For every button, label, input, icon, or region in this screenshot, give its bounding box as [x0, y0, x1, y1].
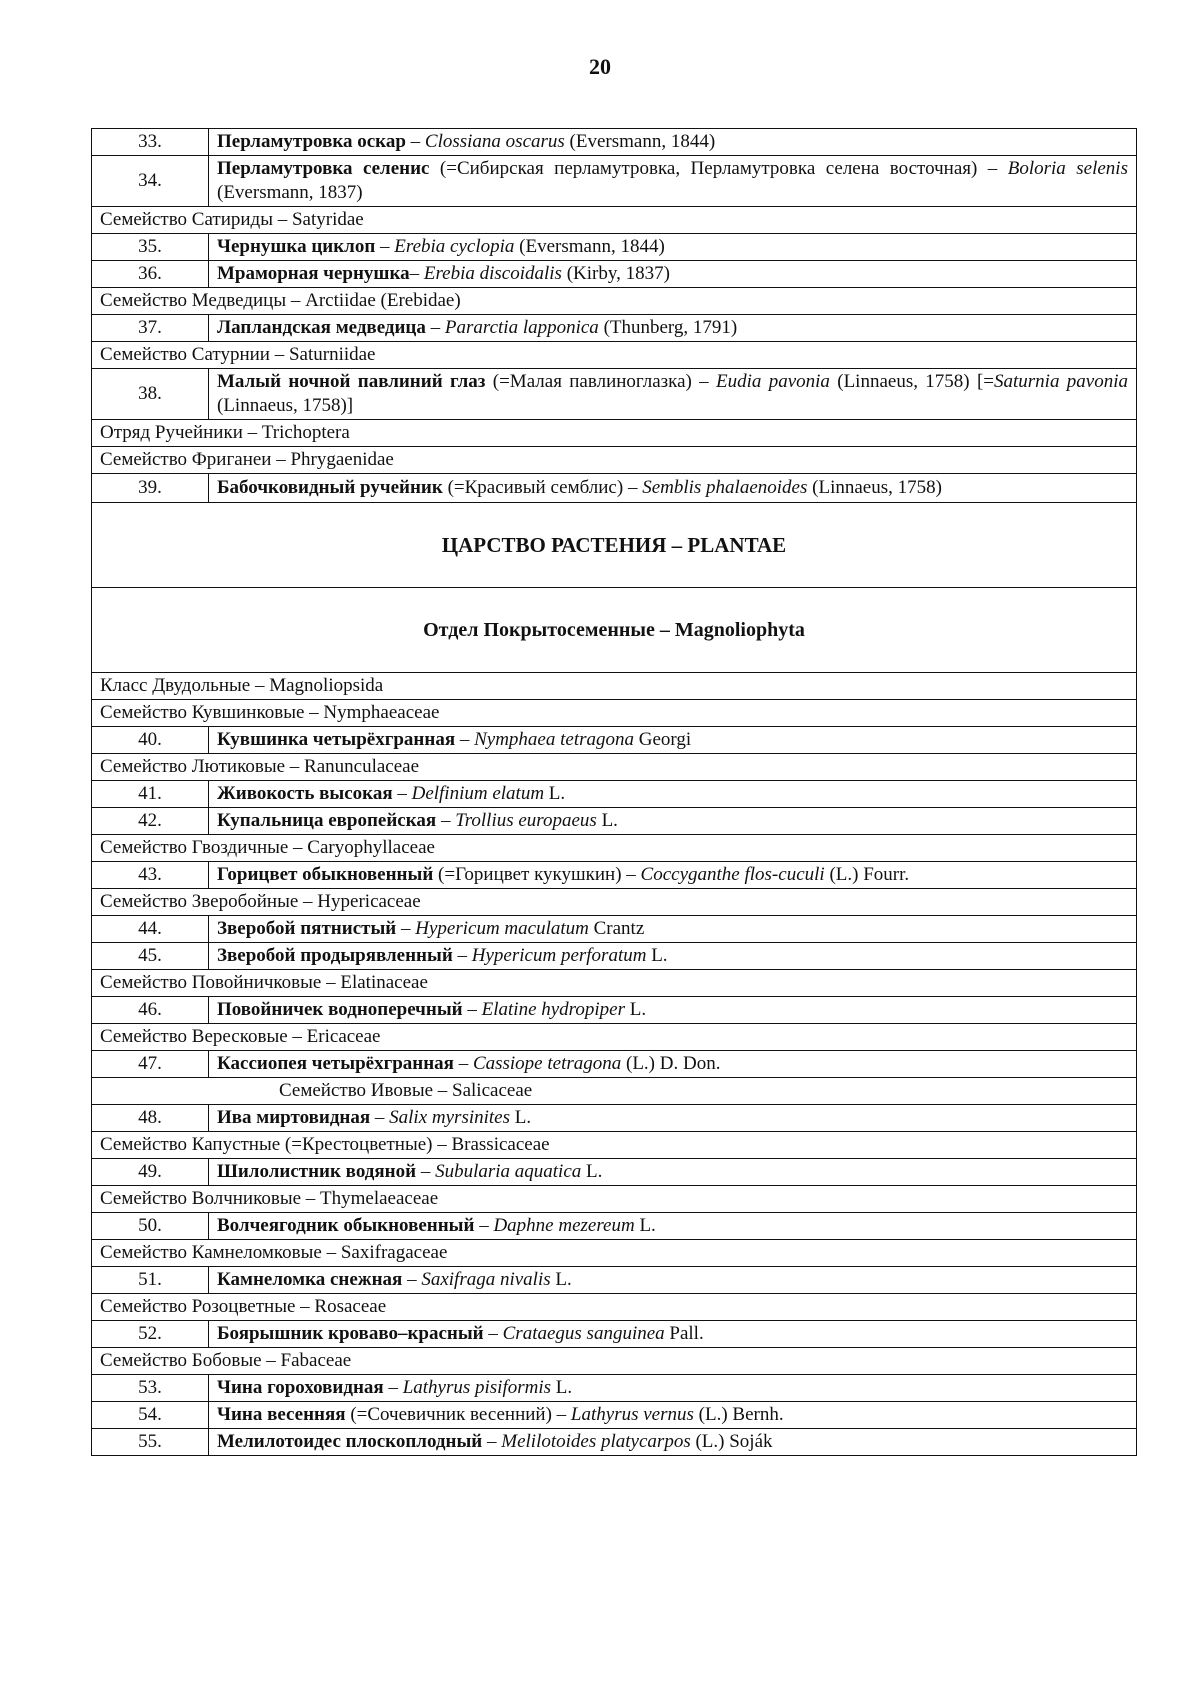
species-russian-name: Горицвет обыкновенный [217, 864, 434, 885]
species-latin-name: Erebia discoidalis [423, 263, 562, 284]
taxon-group-label: Семейство Камнеломковые – Saxifragaceae [92, 1240, 1137, 1267]
species-row [92, 261, 1137, 288]
species-entry [209, 1375, 1137, 1402]
species-number: 38. [92, 369, 209, 420]
species-number: 41. [92, 781, 209, 808]
species-row [92, 1159, 1137, 1186]
species-number: 43. [92, 862, 209, 889]
species-number: 40. [92, 727, 209, 754]
name-separator: – [392, 783, 412, 804]
taxon-group-row [92, 700, 1137, 727]
name-separator: – [405, 131, 425, 152]
taxon-group-row [92, 1024, 1137, 1051]
name-separator: – [691, 371, 716, 392]
species-russian-name: Живокость высокая [217, 783, 393, 804]
species-latin-name: Pararctia lapponica [444, 317, 599, 338]
species-row [92, 1105, 1137, 1132]
species-row [92, 1375, 1137, 1402]
name-separator: – [482, 1431, 502, 1452]
species-russian-name: Чернушка циклоп [217, 236, 376, 257]
species-russian-name: Малый ночной павлиний глаз [217, 371, 486, 392]
species-entry [209, 129, 1137, 156]
species-latin-name: Salix myrsinites [389, 1107, 511, 1128]
taxon-group-row [92, 207, 1137, 234]
species-number: 52. [92, 1321, 209, 1348]
species-russian-name: Купальница европейская [217, 810, 437, 831]
species-entry [209, 943, 1137, 970]
species-latin-name: Elatine hydropiper [481, 999, 625, 1020]
species-number: 44. [92, 916, 209, 943]
species-russian-name: Перламутровка оскар [217, 131, 406, 152]
taxon-group-label: Семейство Лютиковые – Ranunculaceae [92, 754, 1137, 781]
species-author: L. [646, 945, 668, 966]
species-row [92, 234, 1137, 261]
species-latin-name: Eudia pavonia [716, 371, 830, 392]
name-separator: – [375, 236, 395, 257]
species-number: 55. [92, 1429, 209, 1456]
species-russian-name: Мелилотоидес плоскоплодный [217, 1431, 483, 1452]
taxon-group-label: Семейство Кувшинковые – Nymphaeaceae [92, 700, 1137, 727]
species-latin-name: Lathyrus vernus [570, 1404, 694, 1425]
species-russian-name: Повойничек водноперечный [217, 999, 463, 1020]
species-entry [209, 156, 1137, 207]
species-author: L. [551, 1377, 573, 1398]
taxon-group-row [92, 673, 1137, 700]
species-russian-name: Чина гороховидная [217, 1377, 384, 1398]
taxon-group-row [92, 1078, 1137, 1105]
species-author: Pall. [664, 1323, 704, 1344]
taxon-group-row [92, 754, 1137, 781]
species-author: (L.) Bernh. [693, 1404, 784, 1425]
taxon-group-row [92, 420, 1137, 447]
name-separator: – [453, 1053, 473, 1074]
name-separator: – [452, 945, 472, 966]
species-russian-name: Кассиопея четырёхгранная [217, 1053, 454, 1074]
species-latin-name: Nymphaea tetragona [474, 729, 634, 750]
taxon-group-label: Семейство Волчниковые – Thymelaeaceae [92, 1186, 1137, 1213]
taxon-group-label: Семейство Сатириды – Satyridae [92, 207, 1137, 234]
taxon-group-row [92, 288, 1137, 315]
species-row [92, 1321, 1137, 1348]
species-author: L. [634, 1215, 656, 1236]
taxon-group-row [92, 1348, 1137, 1375]
taxon-group-row [92, 1294, 1137, 1321]
species-number: 53. [92, 1375, 209, 1402]
species-russian-name: Перламутровка селенис [217, 158, 430, 179]
species-entry [209, 727, 1137, 754]
species-entry [209, 1402, 1137, 1429]
species-latin-name: Delfinium elatum [411, 783, 545, 804]
name-separator: – [416, 1161, 436, 1182]
species-russian-name: Кувшинка четырёхгранная [217, 729, 456, 750]
species-row [92, 727, 1137, 754]
taxon-group-row [92, 835, 1137, 862]
species-russian-name: Камнеломка снежная [217, 1269, 403, 1290]
division-heading-row [92, 588, 1137, 673]
species-russian-name: Шилолистник водяной [217, 1161, 417, 1182]
taxon-group-label: Класс Двудольные – Magnoliopsida [92, 673, 1137, 700]
species-latin-name: Semblis phalaenoides [642, 477, 808, 498]
name-separator: – [455, 729, 475, 750]
taxon-group-label: Семейство Гвоздичные – Caryophyllaceae [92, 835, 1137, 862]
synonym-bracket-open: [= [969, 371, 994, 392]
species-number: 42. [92, 808, 209, 835]
name-separator: – [383, 1377, 403, 1398]
name-separator: – [409, 263, 424, 284]
taxon-group-label: Семейство Капустные (=Крестоцветные) – Brassicaceae [92, 1132, 1137, 1159]
taxon-group-label: Отряд Ручейники – Trichoptera [92, 420, 1137, 447]
species-latin-name: Daphne mezereum [493, 1215, 635, 1236]
species-row [92, 1429, 1137, 1456]
species-entry [209, 781, 1137, 808]
species-number: 46. [92, 997, 209, 1024]
species-author: L. [624, 999, 647, 1020]
species-russian-name: Боярышник кроваво–красный [217, 1323, 484, 1344]
species-author: (Kirby, 1837) [561, 263, 670, 284]
species-latin-name: Coccyganthe flos-cuculi [640, 864, 825, 885]
name-separator: – [474, 1215, 494, 1236]
species-number: 33. [92, 129, 209, 156]
species-latin-name: Cassiope tetragona [472, 1053, 622, 1074]
taxon-group-row [92, 342, 1137, 369]
species-author: Georgi [634, 729, 692, 750]
division-heading: Отдел Покрытосеменные – Magnoliophyta [92, 588, 1137, 673]
species-number: 36. [92, 261, 209, 288]
species-row [92, 808, 1137, 835]
species-row [92, 943, 1137, 970]
species-row [92, 781, 1137, 808]
taxon-group-row [92, 970, 1137, 997]
name-separator: – [623, 477, 643, 498]
species-author: (L.) Fourr. [824, 864, 910, 885]
page-number: 20 [589, 54, 611, 79]
species-synonym: (=Сибирская перламутровка, Перламутровка селена восточная) [429, 158, 978, 179]
species-number: 50. [92, 1213, 209, 1240]
taxon-group-label: Семейство Вересковые – Ericaceae [92, 1024, 1137, 1051]
species-entry [209, 916, 1137, 943]
species-entry [209, 261, 1137, 288]
species-entry [209, 1321, 1137, 1348]
species-author: (Eversmann, 1844) [514, 236, 665, 257]
species-entry [209, 1105, 1137, 1132]
species-russian-name: Зверобой продырявленный [217, 945, 453, 966]
species-latin-name: Saxifraga nivalis [421, 1269, 551, 1290]
species-table-body [92, 129, 1137, 1456]
species-row [92, 1267, 1137, 1294]
species-row [92, 369, 1137, 420]
species-row [92, 1213, 1137, 1240]
taxon-group-row [92, 447, 1137, 474]
taxon-group-label: Семейство Бобовые – Fabaceae [92, 1348, 1137, 1375]
name-separator: – [551, 1404, 571, 1425]
taxon-group-label: Семейство Ивовые – Salicaceae [92, 1078, 1137, 1105]
species-number: 39. [92, 474, 209, 503]
species-row [92, 474, 1137, 503]
species-author: (L.) D. Don. [621, 1053, 721, 1074]
species-row [92, 156, 1137, 207]
species-russian-name: Мраморная чернушка [217, 263, 410, 284]
name-separator: – [462, 999, 482, 1020]
species-row [92, 862, 1137, 889]
taxon-group-row [92, 889, 1137, 916]
species-entry [209, 369, 1137, 420]
species-author: L. [596, 810, 618, 831]
species-entry [209, 997, 1137, 1024]
name-separator: – [621, 864, 641, 885]
species-entry [209, 1267, 1137, 1294]
species-entry [209, 808, 1137, 835]
species-row [92, 1051, 1137, 1078]
species-russian-name: Ива миртовидная [217, 1107, 371, 1128]
species-russian-name: Бабочковидный ручейник [217, 477, 443, 498]
species-number: 49. [92, 1159, 209, 1186]
taxon-group-label: Семейство Повойничковые – Elatinaceae [92, 970, 1137, 997]
species-number: 34. [92, 156, 209, 207]
species-number: 51. [92, 1267, 209, 1294]
species-russian-name: Зверобой пятнистый [217, 918, 397, 939]
species-latin-name: Hypericum maculatum [415, 918, 589, 939]
species-number: 47. [92, 1051, 209, 1078]
species-number: 45. [92, 943, 209, 970]
name-separator: – [977, 158, 1008, 179]
species-synonym: (=Горицвет кукушкин) [433, 864, 622, 885]
species-entry [209, 234, 1137, 261]
taxon-group-row [92, 1240, 1137, 1267]
species-russian-name: Лапландская медведица [217, 317, 426, 338]
species-entry [209, 1429, 1137, 1456]
species-entry [209, 474, 1137, 503]
species-author: (Eversmann, 1844) [564, 131, 716, 152]
species-synonym: (=Малая павлиноглазка) [485, 371, 692, 392]
species-row [92, 315, 1137, 342]
species-latin-name: Erebia cyclopia [394, 236, 515, 257]
taxon-group-label: Семейство Розоцветные – Rosaceae [92, 1294, 1137, 1321]
name-separator: – [370, 1107, 390, 1128]
species-number: 37. [92, 315, 209, 342]
species-row [92, 916, 1137, 943]
species-author: (Eversmann, 1837) [217, 182, 363, 203]
species-author: (Linnaeus, 1758) [807, 477, 942, 498]
kingdom-heading: ЦАРСТВО РАСТЕНИЯ – PLANTAE [92, 503, 1137, 588]
kingdom-heading-row [92, 503, 1137, 588]
species-row [92, 1402, 1137, 1429]
taxon-group-label: Семейство Сатурнии – Saturniidae [92, 342, 1137, 369]
taxon-group-label: Семейство Зверобойные – Hypericaceae [92, 889, 1137, 916]
species-latin-name: Trollius europaeus [455, 810, 597, 831]
taxon-group-label: Семейство Медведицы – Arctiidae (Erebidae) [92, 288, 1137, 315]
species-number: 54. [92, 1402, 209, 1429]
species-russian-name: Чина весенняя [217, 1404, 346, 1425]
species-latin-name: Crataegus sanguinea [502, 1323, 665, 1344]
species-author: L. [544, 783, 566, 804]
taxon-group-label: Семейство Фриганеи – Phrygaenidae [92, 447, 1137, 474]
name-separator: – [402, 1269, 422, 1290]
species-latin-name: Boloria selenis [1007, 158, 1128, 179]
species-entry [209, 1051, 1137, 1078]
species-author: L. [510, 1107, 532, 1128]
species-table [91, 128, 1137, 1456]
species-author: L. [581, 1161, 603, 1182]
species-synonym: (=Сочевичник весенний) [345, 1404, 552, 1425]
name-separator: – [436, 810, 456, 831]
species-row [92, 129, 1137, 156]
name-separator: – [483, 1323, 503, 1344]
species-entry [209, 1159, 1137, 1186]
taxon-group-row [92, 1186, 1137, 1213]
species-author: (L.) Soják [690, 1431, 773, 1452]
name-separator: – [396, 918, 416, 939]
species-number: 48. [92, 1105, 209, 1132]
species-russian-name: Волчеягодник обыкновенный [217, 1215, 475, 1236]
species-entry [209, 1213, 1137, 1240]
name-separator: – [425, 317, 445, 338]
species-author: L. [550, 1269, 572, 1290]
species-latin-name: Subularia aquatica [435, 1161, 582, 1182]
species-latin-name: Lathyrus pisiformis [402, 1377, 552, 1398]
species-latin-name: Hypericum perforatum [471, 945, 647, 966]
species-synonym: (=Красивый семблис) [442, 477, 624, 498]
species-entry [209, 862, 1137, 889]
species-entry [209, 315, 1137, 342]
species-author: (Linnaeus, 1758) [829, 371, 970, 392]
synonym-author: (Linnaeus, 1758)] [217, 395, 354, 416]
synonym-latin-name: Saturnia pavonia [994, 371, 1128, 392]
species-latin-name: Melilotoides platycarpos [501, 1431, 691, 1452]
species-number: 35. [92, 234, 209, 261]
species-author: Crantz [588, 918, 645, 939]
species-author: (Thunberg, 1791) [598, 317, 738, 338]
species-latin-name: Clossiana oscarus [424, 131, 565, 152]
taxon-group-row [92, 1132, 1137, 1159]
species-row [92, 997, 1137, 1024]
